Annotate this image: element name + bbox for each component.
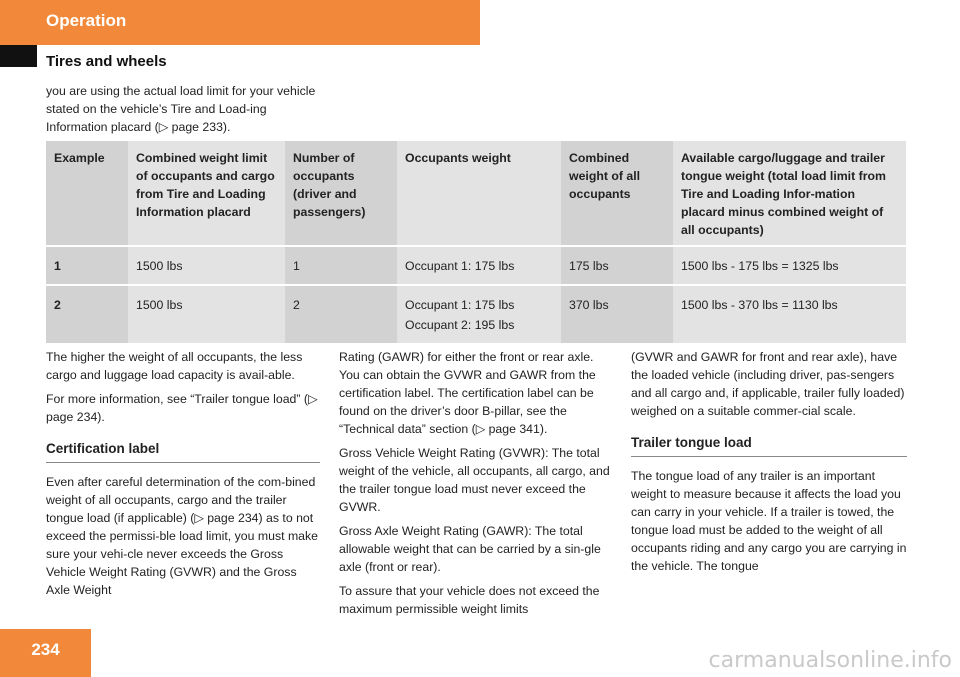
cell-example: 1 <box>46 246 128 285</box>
cell-occupants: 1 <box>285 246 397 285</box>
table-row <box>46 246 906 285</box>
table-row <box>46 285 906 343</box>
cell-combined: 370 lbs <box>561 285 673 343</box>
cell-limit: 1500 lbs <box>128 246 285 285</box>
paragraph: Gross Vehicle Weight Rating (GVWR): The total weight of the vehicle, all occupants, all cargo, and the trailer tongue load must never exceed the GVWR. <box>339 446 610 514</box>
occupant-weight: Occupant 2: 195 lbs <box>405 318 515 332</box>
header-combined-limit: Combined weight limit of occupants and cargo from Tire and Loading Information placard <box>128 141 285 246</box>
intro-paragraph: you are using the actual load limit for your vehicle stated on the vehicle’s Tire and Load-ing Information placard (▷ page 233). <box>46 84 316 134</box>
text-column-2 <box>339 348 615 624</box>
watermark: carmanualsonline.info <box>708 648 952 673</box>
cell-example: 2 <box>46 285 128 343</box>
paragraph: To assure that your vehicle does not exceed the maximum permissible weight limits <box>339 584 600 616</box>
text-column-3 <box>631 348 907 581</box>
table-header-row <box>46 141 906 246</box>
section-marker <box>0 45 37 67</box>
cell-combined: 175 lbs <box>561 246 673 285</box>
occupant-weight: Occupant 1: 175 lbs <box>405 259 515 273</box>
section-heading-certification: Certification label <box>46 440 320 463</box>
paragraph: For more information, see “Trailer tongue load” (▷ page 234). <box>46 392 318 424</box>
cell-limit: 1500 lbs <box>128 285 285 343</box>
paragraph: (GVWR and GAWR for front and rear axle), have the loaded vehicle (including driver, pas-sengers and all cargo and, if applicable, trailer fully loaded) weighed on a suitable commer-cial scale. <box>631 350 905 418</box>
page-number-box <box>0 629 91 677</box>
page-number: 234 <box>31 640 60 659</box>
header-available-cargo: Available cargo/luggage and trailer tongue weight (total load limit from Tire and Loading Infor-mation placard minus combined weight of all occupants) <box>673 141 906 246</box>
page-subtitle: Tires and wheels <box>46 53 167 70</box>
paragraph: Even after careful determination of the com-bined weight of all occupants, cargo and the trailer tongue load (if applicable) (▷ page 234) as to not exceed the permissi-ble load limit, you must make sure your vehi-cle never exceeds the Gross Vehicle Weight Rating (GVWR) and the Gross Axle Weight <box>46 475 319 597</box>
paragraph: Gross Axle Weight Rating (GAWR): The total allowable weight that can be carried by a sin-gle axle (front or rear). <box>339 524 601 574</box>
load-example-table <box>46 141 906 343</box>
section-heading-trailer-tongue: Trailer tongue load <box>631 434 907 457</box>
occupant-weight: Occupant 1: 175 lbs <box>405 298 515 312</box>
paragraph: The tongue load of any trailer is an important weight to measure because it affects the load you can carry in your vehicle. If a trailer is towed, the tongue load must be added to the weight of all occupants riding and any cargo you are carrying in the vehicle. The tongue <box>631 469 907 573</box>
header-combined-weight: Combined weight of all occupants <box>561 141 673 246</box>
header-example: Example <box>46 141 128 246</box>
section-title: Operation <box>46 11 127 30</box>
header-occupants-weight: Occupants weight <box>397 141 561 246</box>
paragraph: The higher the weight of all occupants, the less cargo and luggage load capacity is avail-able. <box>46 350 303 382</box>
cell-available: 1500 lbs - 175 lbs = 1325 lbs <box>673 246 906 285</box>
paragraph: Rating (GAWR) for either the front or rear axle. You can obtain the GVWR and GAWR from the certification label. The certification label can be found on the driver’s door B-pillar, see the “Technical data” section (▷ page 341). <box>339 350 596 436</box>
header-number-occupants: Number of occupants (driver and passengers) <box>285 141 397 246</box>
cell-occupant-weights <box>397 246 561 285</box>
cell-available: 1500 lbs - 370 lbs = 1130 lbs <box>673 285 906 343</box>
cell-occupants: 2 <box>285 285 397 343</box>
cell-occupant-weights <box>397 285 561 343</box>
text-column-1 <box>46 348 320 605</box>
